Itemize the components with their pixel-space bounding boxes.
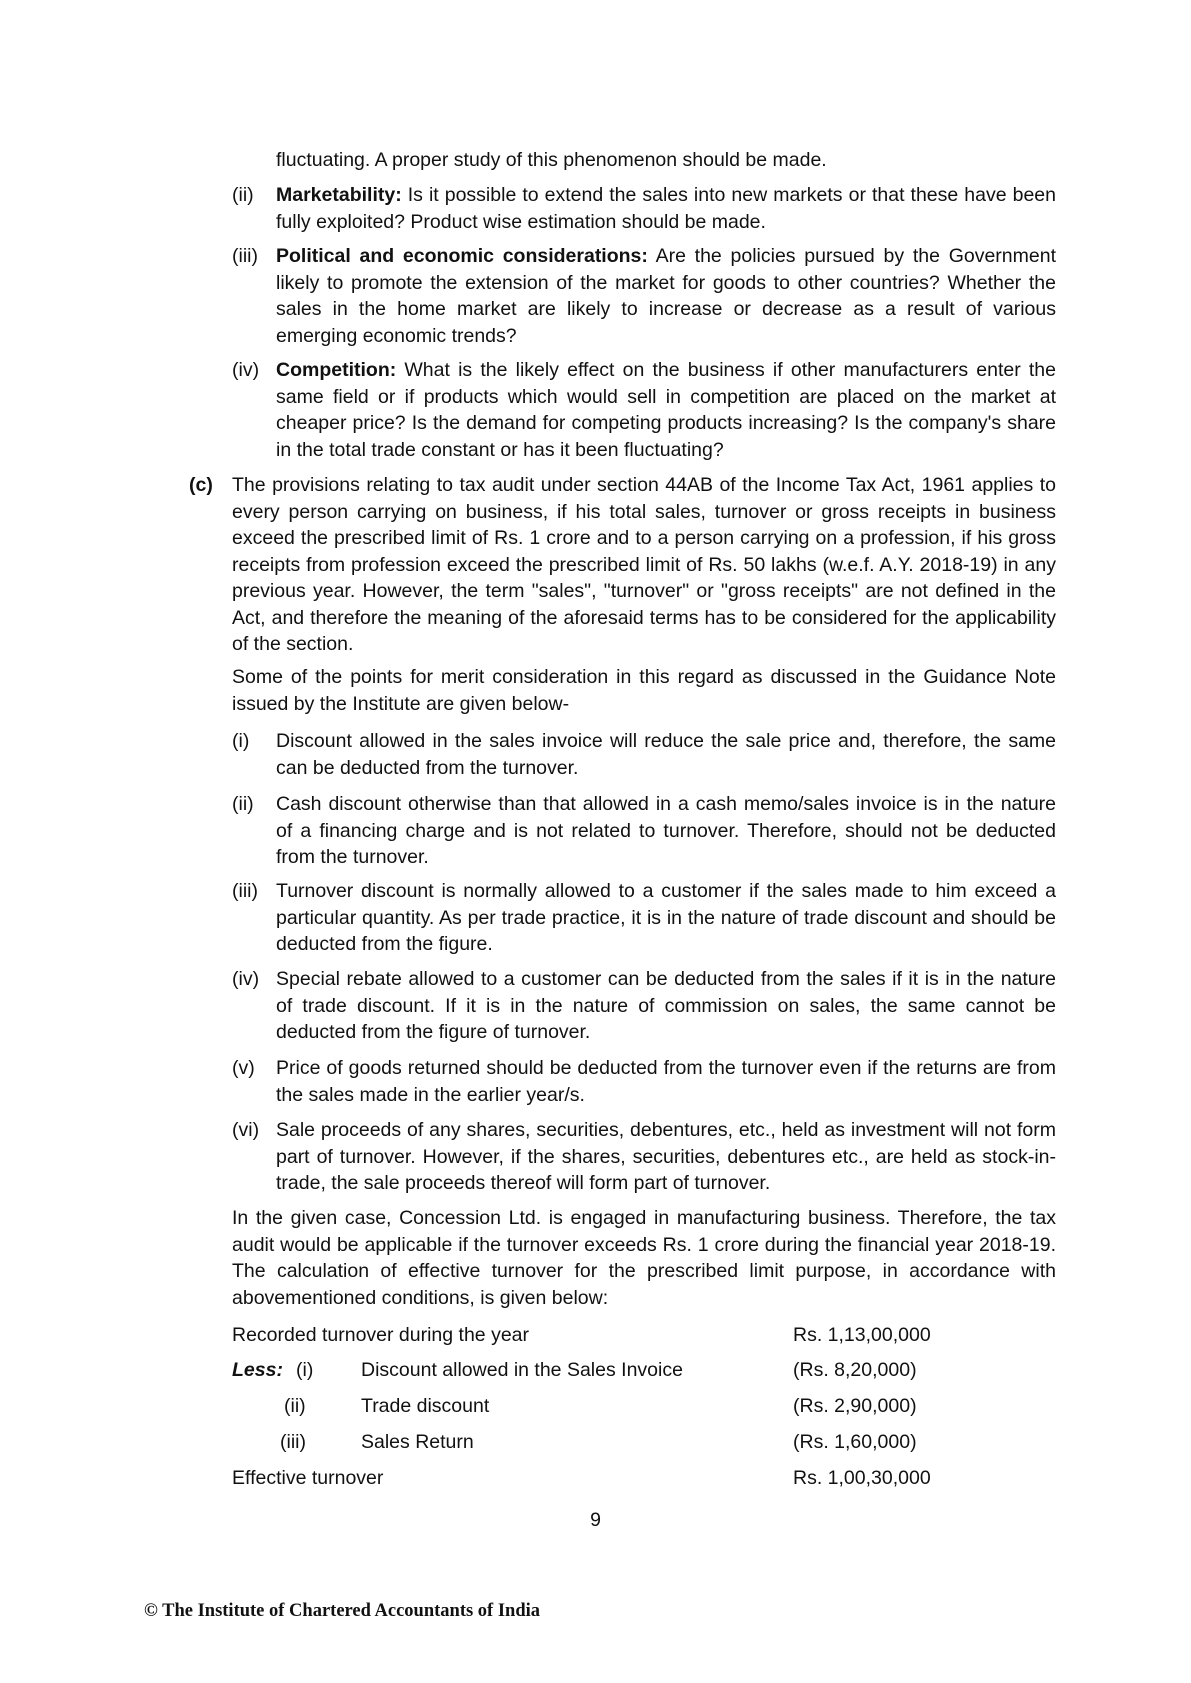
footer-copyright: © The Institute of Chartered Accountants of India: [144, 1601, 541, 1621]
less-item-number: (i): [296, 1359, 314, 1381]
less-item-label: Trade discount: [361, 1395, 490, 1417]
less-item-number: (ii): [284, 1395, 306, 1417]
section-c-paragraph-2: Some of the points for merit consideration in this regard as discussed in the Guidance Note issued by the Institute are given below-: [232, 666, 1056, 715]
less-item-value: (Rs. 2,90,000): [793, 1395, 917, 1417]
item-number: (iv): [232, 359, 260, 381]
point-text: Turnover discount is normally allowed to a customer if the sales made to him exceed a particular quantity. As per trade practice, it is in the nature of trade discount and should be deducted from the figure.: [276, 880, 1056, 955]
less-label: [232, 1357, 283, 1383]
item-number: (iii): [232, 245, 258, 267]
section-label-text: (c): [189, 474, 213, 496]
point-text: Price of goods returned should be deducted from the turnover even if the returns are from the sales made in the earlier year/s.: [276, 1057, 1056, 1106]
item-text: Is it possible to extend the sales into new markets or that these have been fully exploited? Product wise estimation should be made.: [276, 184, 1056, 233]
point-text: Cash discount otherwise than that allowed in a cash memo/sales invoice is in the nature of a financing charge and is not related to turnover. Therefore, should not be deducted from the turnover.: [276, 793, 1056, 868]
point-number: (iii): [232, 880, 258, 902]
effective-turnover-label: Effective turnover: [232, 1467, 384, 1489]
item-number: (ii): [232, 184, 254, 206]
less-item-label: Discount allowed in the Sales Invoice: [361, 1359, 683, 1381]
political-paragraph: [276, 243, 1056, 349]
section-c-paragraph-1: The provisions relating to tax audit under section 44AB of the Income Tax Act, 1961 applies to every person carrying on business, if his total sales, turnover or gross receipts in business exceed the prescribed limit of Rs. 1 crore and to a person carrying on a profession, if his gross receipts from profession exceed the prescribed limit of Rs. 50 lakhs (w.e.f. A.Y. 2018-19) in any previous year. However, the term "sales", "turnover" or "gross receipts" are not defined in the Act, and therefore the meaning of the aforesaid terms has to be considered for the applicability of the section.: [232, 474, 1056, 655]
less-item-value: (Rs. 8,20,000): [793, 1359, 917, 1381]
less-item-label: Sales Return: [361, 1431, 474, 1453]
recorded-turnover-value: Rs. 1,13,00,000: [793, 1324, 931, 1346]
item-title: Competition:: [276, 359, 397, 381]
point-number: (iv): [232, 968, 260, 990]
marketability-paragraph: [276, 182, 1056, 235]
item-text: Are the policies pursued by the Government likely to promote the extension of the market for goods to other countries? Whether the sales in the home market are likely to increase or decrease as a result of various emerging economic trends?: [276, 245, 1056, 347]
less-label-text: Less:: [232, 1359, 283, 1381]
recorded-turnover-label: Recorded turnover during the year: [232, 1324, 530, 1346]
competition-paragraph: [276, 357, 1056, 463]
section-label: [189, 472, 213, 499]
point-number: (i): [232, 730, 250, 752]
item-title: Marketability:: [276, 184, 402, 206]
item-text: What is the likely effect on the business if other manufacturers enter the same field or if products which would sell in competition are placed on the market at cheaper price? Is the demand for competing products increasing? Is the company's share in the total trade constant or has it been fluctuating?: [276, 359, 1056, 461]
point-number: (vi): [232, 1119, 260, 1141]
page-number: 9: [590, 1509, 601, 1531]
less-item-value: (Rs. 1,60,000): [793, 1431, 917, 1453]
less-item-number: (iii): [280, 1431, 306, 1453]
point-text: Special rebate allowed to a customer can be deducted from the sales if it is in the nature of trade discount. If it is in the nature of commission on sales, the same cannot be deducted from the figure of turnover.: [276, 968, 1056, 1043]
point-number: (ii): [232, 793, 254, 815]
effective-turnover-value: Rs. 1,00,30,000: [793, 1467, 931, 1489]
section-c-paragraph-3: In the given case, Concession Ltd. is engaged in manufacturing business. Therefore, the tax audit would be applicable if the turnover exceeds Rs. 1 crore during the financial year 2018-19. The calculation of effective turnover for the prescribed limit purpose, in accordance with abovementioned conditions, is given below:: [232, 1207, 1056, 1309]
point-text: Sale proceeds of any shares, securities, debentures, etc., held as investment will not form part of turnover. However, if the shares, securities, debentures etc., are held as stock-in-trade, the sale proceeds thereof will form part of turnover.: [276, 1119, 1056, 1194]
point-number: (v): [232, 1057, 255, 1079]
point-text: Discount allowed in the sales invoice will reduce the sale price and, therefore, the same can be deducted from the turnover.: [276, 730, 1056, 779]
item-title: Political and economic considerations:: [276, 245, 648, 267]
continued-line: fluctuating. A proper study of this phenomenon should be made.: [276, 149, 827, 171]
